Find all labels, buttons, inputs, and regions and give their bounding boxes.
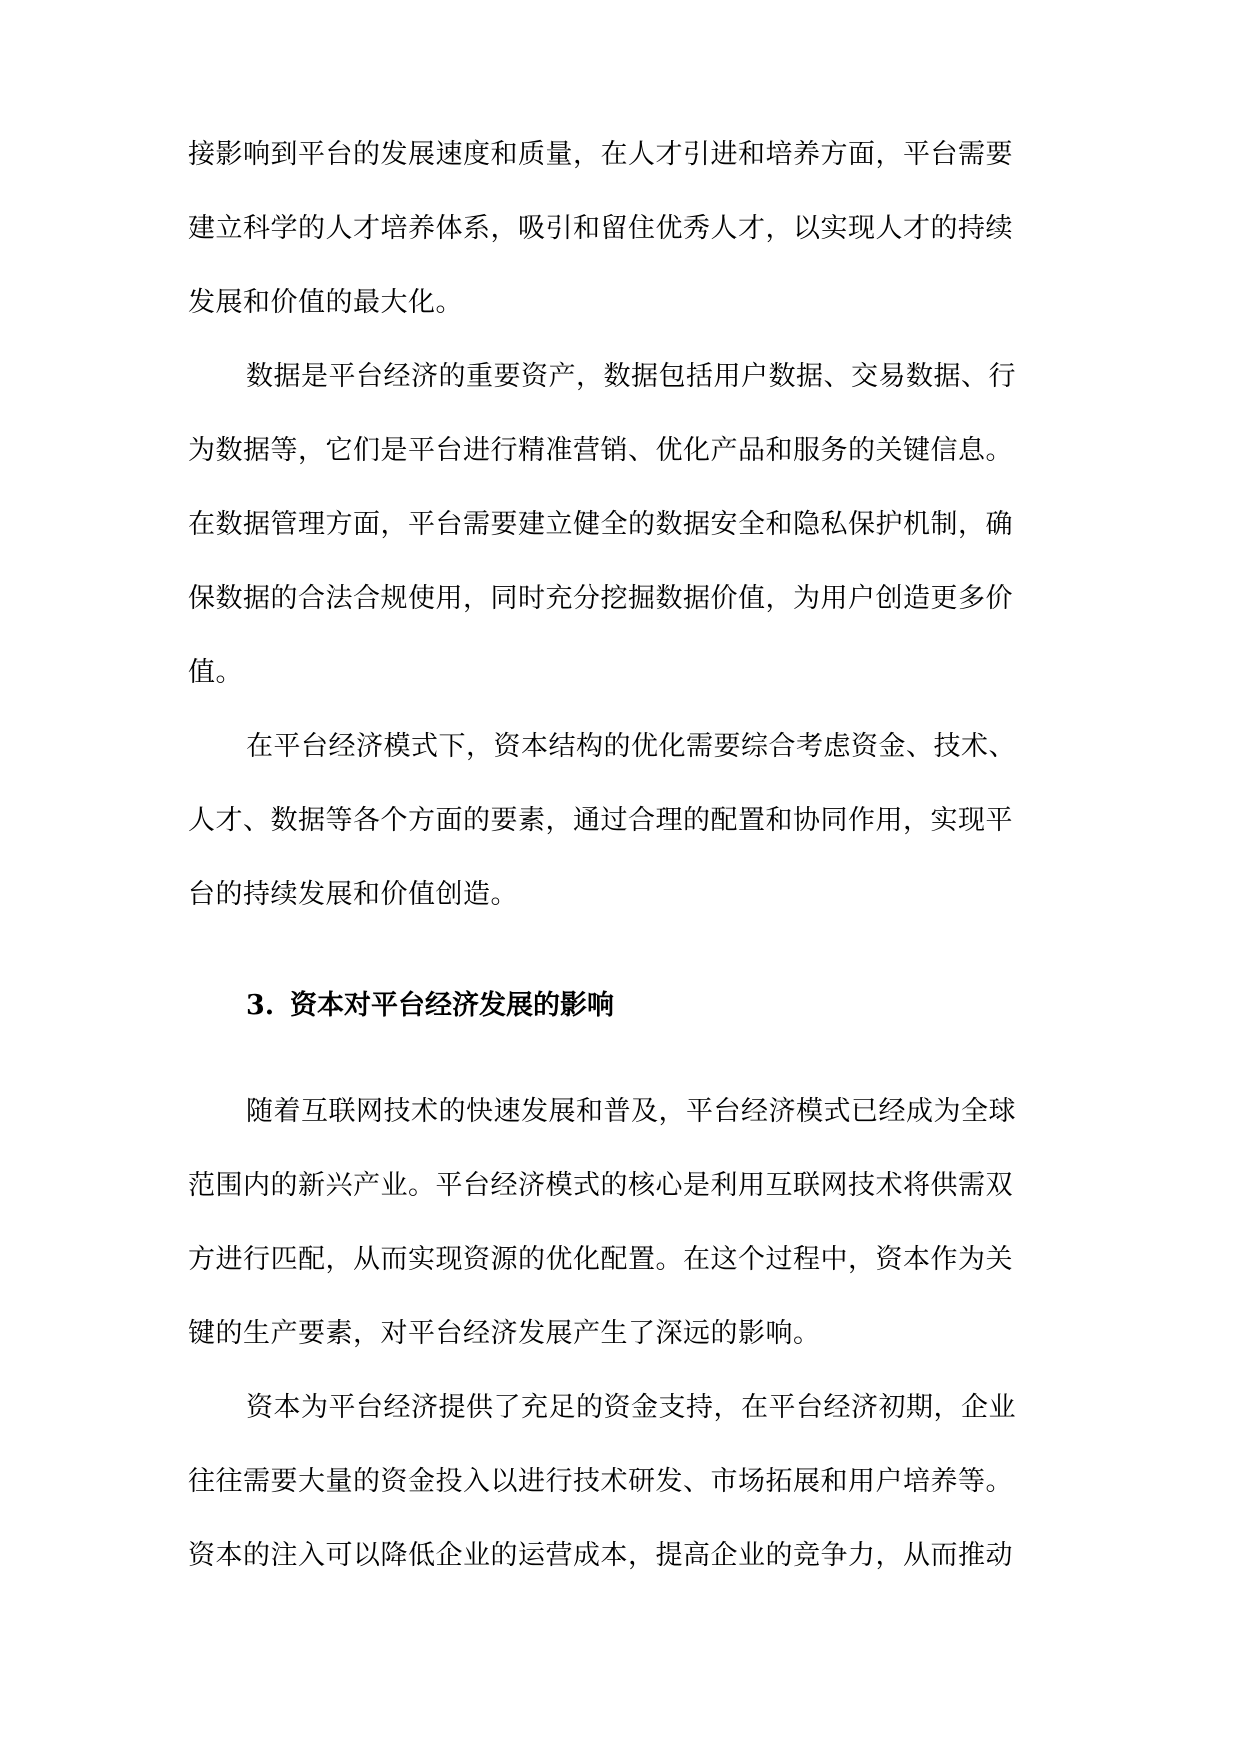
paragraph-line: 在平台经济模式下，资本结构的优化需要综合考虑资金、技术、 <box>246 731 1016 762</box>
paragraph-line: 数据是平台经济的重要资产，数据包括用户数据、交易数据、行 <box>246 361 1016 392</box>
paragraph-line: 为数据等，它们是平台进行精准营销、优化产品和服务的关键信息。 <box>188 435 1013 466</box>
paragraph-line: 方进行匹配，从而实现资源的优化配置。在这个过程中，资本作为关 <box>188 1244 1013 1275</box>
section-number: 3. <box>246 990 275 1021</box>
paragraph-line: 键的生产要素，对平台经济发展产生了深远的影响。 <box>188 1318 821 1349</box>
paragraph-line: 往往需要大量的资金投入以进行技术研发、市场拓展和用户培养等。 <box>188 1466 1013 1497</box>
paragraph-line: 随着互联网技术的快速发展和普及，平台经济模式已经成为全球 <box>246 1096 1016 1127</box>
paragraph-line: 台的持续发展和价值创造。 <box>188 879 518 910</box>
paragraph-line: 资本为平台经济提供了充足的资金支持，在平台经济初期，企业 <box>246 1392 1016 1423</box>
paragraph-line: 建立科学的人才培养体系，吸引和留住优秀人才，以实现人才的持续 <box>188 213 1013 244</box>
paragraph-line: 范围内的新兴产业。平台经济模式的核心是利用互联网技术将供需双 <box>188 1170 1013 1201</box>
paragraph-line: 值。 <box>188 657 243 688</box>
paragraph-line: 发展和价值的最大化。 <box>188 287 463 318</box>
paragraph-line: 保数据的合法合规使用，同时充分挖掘数据价值，为用户创造更多价 <box>188 583 1013 614</box>
paragraph-line: 人才、数据等各个方面的要素，通过合理的配置和协同作用，实现平 <box>188 805 1013 836</box>
paragraph-line: 接影响到平台的发展速度和质量，在人才引进和培养方面，平台需要 <box>188 139 1013 170</box>
section-title: 资本对平台经济发展的影响 <box>290 990 614 1021</box>
section-heading <box>246 986 1056 1026</box>
paragraph-line: 在数据管理方面，平台需要建立健全的数据安全和隐私保护机制，确 <box>188 509 1013 540</box>
paragraph-line: 资本的注入可以降低企业的运营成本，提高企业的竞争力，从而推动 <box>188 1540 1013 1571</box>
